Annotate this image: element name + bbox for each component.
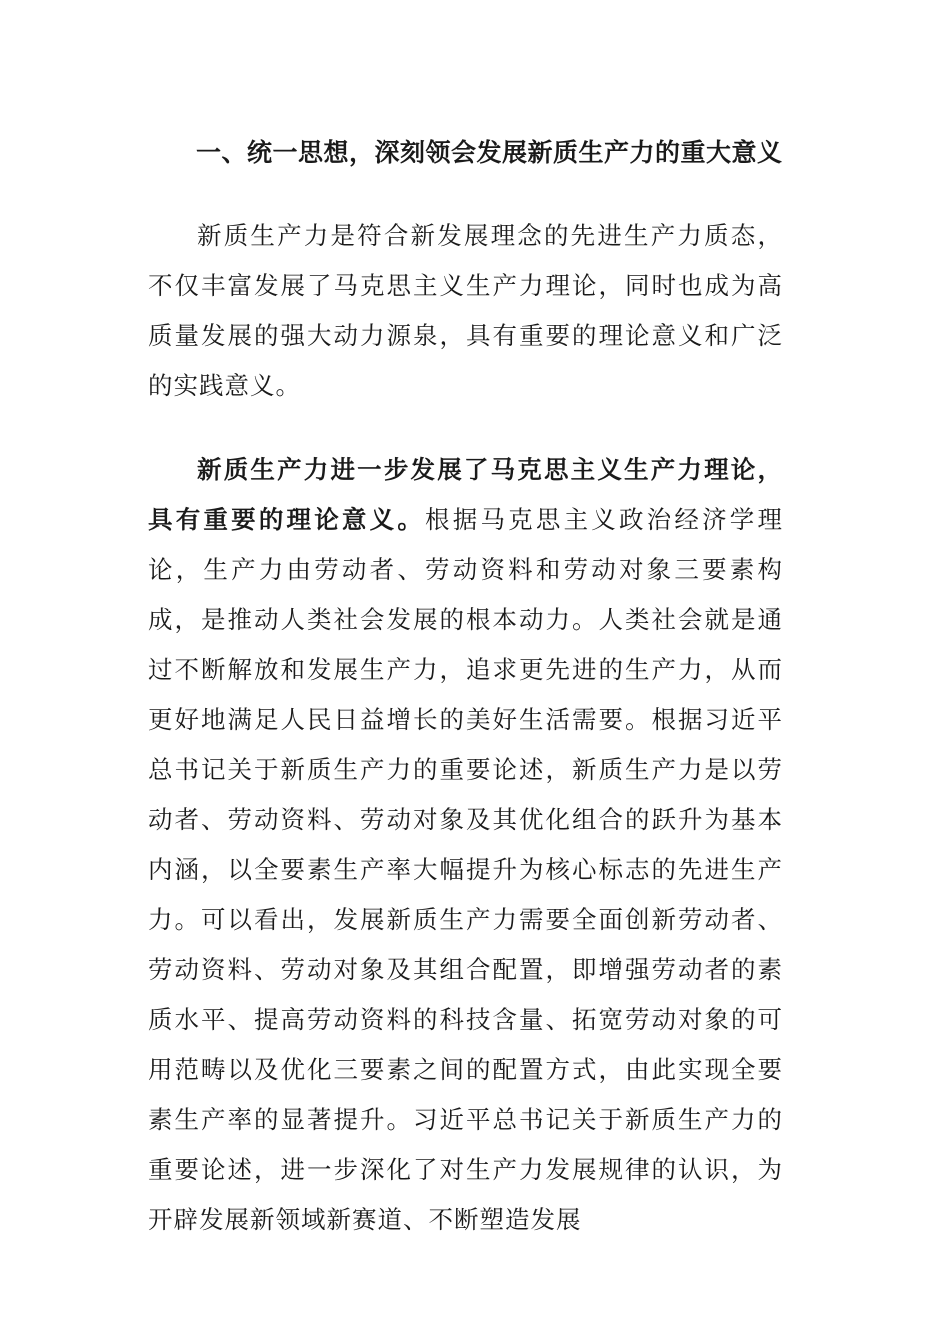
- section-heading: 一、统一思想，深刻领会发展新质生产力的重大意义: [196, 138, 783, 167]
- paragraph-theory-lead: 新质生产力进一步发展了马克思主义生产力理论，具有重要的理论意义。: [148, 455, 783, 534]
- paragraph-theory: [148, 445, 783, 1245]
- paragraph-intro: 新质生产力是符合新发展理念的先进生产力质态，不仅丰富发展了马克思主义生产力理论，同时也成为高质量发展的强大动力源泉，具有重要的理论意义和广泛的实践意义。: [148, 221, 783, 400]
- paragraph-theory-body: 根据马克思主义政治经济学理论，生产力由劳动者、劳动资料和劳动对象三要素构成，是推动人类社会发展的根本动力。人类社会就是通过不断解放和发展生产力，追求更先进的生产力，从而更好地满足人民日益增长的美好生活需要。根据习近平总书记关于新质生产力的重要论述，新质生产力是以劳动者、劳动资料、劳动对象及其优化组合的跃升为基本内涵，以全要素生产率大幅提升为核心标志的先进生产力。可以看出，发展新质生产力需要全面创新劳动者、劳动资料、劳动对象及其组合配置，即增强劳动者的素质水平、提高劳动资料的科技含量、拓宽劳动对象的可用范畴以及优化三要素之间的配置方式，由此实现全要素生产率的显著提升。习近平总书记关于新质生产力的重要论述，进一步深化了对生产力发展规律的认识，为开辟发展新领域新赛道、不断塑造发展: [148, 505, 784, 1234]
